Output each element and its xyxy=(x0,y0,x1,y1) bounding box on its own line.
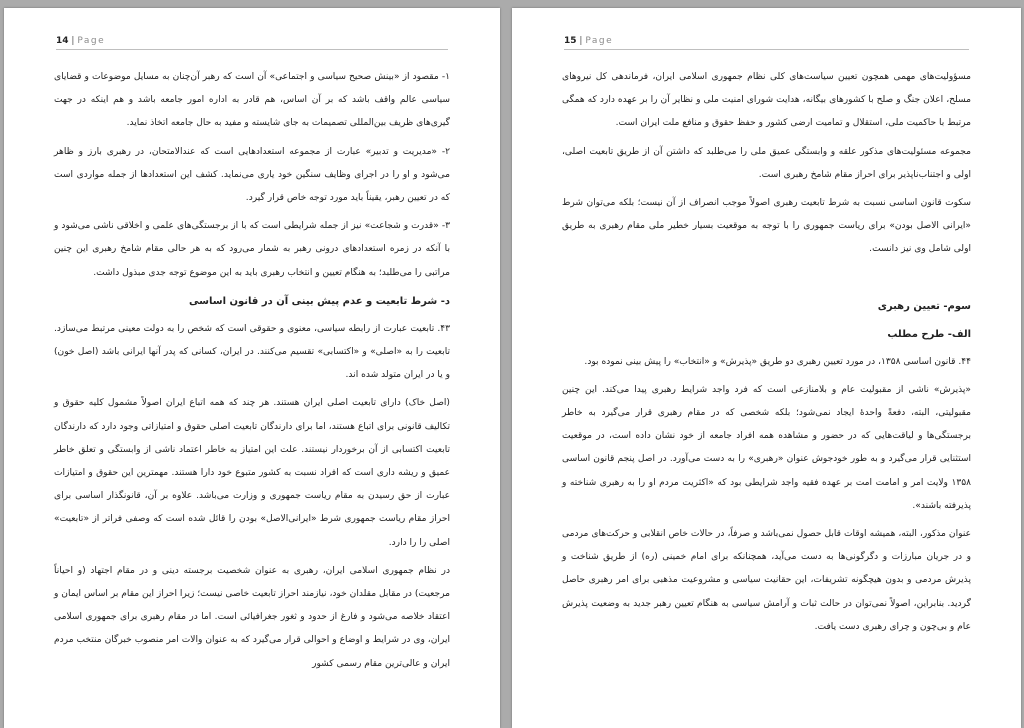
spacer xyxy=(562,267,971,293)
paragraph: ۴۴. قانون اساسی ۱۳۵۸، در مورد تعیین رهبری دو طریق «پذیرش» و «انتخاب» را پیش بینی نموده بود. xyxy=(584,356,971,367)
paragraph: سکوت قانون اساسی نسبت به شرط تابعیت رهبری اصولاً موجب انصراف از آن نیست؛ بلکه می‌توان شرط «ایرانی الاصل بودن» برای ریاست جمهوری را با توجه به موقعیت بسیار خطیر ملی مقام رهبری به طریق اولی شامل وی نیز دانست. xyxy=(562,198,971,255)
page-body xyxy=(54,66,450,681)
page-number: 15 xyxy=(564,36,577,46)
paragraph: مسؤولیت‌های مهمی همچون تعیین سیاست‌های کلی نظام جمهوری اسلامی ایران، فرماندهی کل نیروهای مسلح، اعلان جنگ و صلح با کشورهای بیگانه، هدایت شورای امنیت ملی و نظایر آن را بر عهده دارد که همگی مرتبط با حاکمیت ملی، استقلال و تمامیت ارضی کشور و حفظ حقوق و منافع ملت ایران است. xyxy=(562,72,971,129)
left-page xyxy=(4,8,500,728)
paragraph: (اصل خاک) دارای تابعیت اصلی ایران هستند. هر چند که همه اتباع ایران اصولاً مشمول کلیه حقوق و تکالیف قانونی برای اتباع هستند، اما برای دارندگان تابعیت اصلی حقوق و امتیازاتی وجود دارد که دارندگان تابعیت اکتسابی از آن برخوردار نیستند. علت این امتیاز به خاطر اعتماد ناشی از وابستگی و تعلق خاطر عمیق و ریشه داری است که افراد نسبت به کشور متبوع خود دارا هستند. مهمترین این حقوق و امتیازات عبارت از حق رسیدن به مقام ریاست جمهوری و وزارت می‌باشد. علاوه بر آن، قانونگذار اساسی برای احراز مقام ریاست جمهوری شرط «ایرانی‌الاصل» بودن را قائل شده است که وصفی فراتر از «تابعیت» اصلی را را دارد. xyxy=(54,398,450,548)
section-heading: د- شرط تابعیت و عدم پیش بینی آن در قانون اساسی xyxy=(189,295,450,307)
section-heading: سوم- تعیین رهبری xyxy=(877,300,971,312)
page-number-separator: | xyxy=(71,36,75,46)
paragraph: ۲- «مدیریت و تدبیر» عبارت از مجموعه استعدادهایی است که عندالامتحان، در رهبری بارز و ظاهر می‌شود و او را در اجرای وظایف سنگین خود یاری می‌نماید. کشف این استعدادها از جمله مواردی است که در تعیین رهبر، یقیناً باید مورد توجه خاص قرار گیرد. xyxy=(54,146,450,204)
page-label: Page xyxy=(77,36,106,46)
page-number-header xyxy=(56,36,448,50)
right-page xyxy=(512,8,1021,728)
paragraph: «پذیرش» ناشی از مقبولیت عام و بلامنازعی است که فرد واجد شرایط رهبری پیدا می‌کند. این چنین مقبولیتی، البته، دفعةً واحدهٔ ایجاد نمی‌شود؛ بلکه شخصی که در مقام رهبری قرار می‌گیرد به خاطر برجستگی‌ها و لیاقت‌هایی که در حضور و مشاهده همه افراد جامعه از خود نشان داده است، در موقعیت استثنایی قرار می‌گیرد و به طور خودجوش عنوان «رهبری» را به دست می‌آورد. در اصل پنجم قانون اساسی ۱۳۵۸ ولایت امر و امامت امت بر عهده فقیه واجد شرایطی بود که «اکثریت مردم او را به رهبری شناخته و پذیرفته باشند». xyxy=(562,384,971,511)
page-label: Page xyxy=(585,36,614,46)
subsection-heading: الف- طرح مطلب xyxy=(887,328,971,340)
paragraph: در نظام جمهوری اسلامی ایران، رهبری به عنوان شخصیت برجسته دینی و در مقام اجتهاد (و احیاناً مرجعیت) در مقابل مقلدان خود، نیازمند احراز تابعیت خاصی نیست؛ زیرا احراز این مقام بر اساس ایمان و اعتقاد خلاصه می‌شود و فارغ از حدود و ثغور جغرافیائی است. اما در مقام رهبری برای جمهوری اسلامی ایران، وی در شرایط و اوضاع و احوالی قرار می‌گیرد که به عنوان والات امر منصوب خبرگان منتخب مردم ایران و عالی‌ترین مقام رسمی کشور xyxy=(54,565,450,669)
paragraph: مجموعه مسئولیت‌های مذکور علقه و وابستگی عمیق ملی را می‌طلبد که داشتن آن از طریق تابعیت اصلی، اولی و اجتناب‌ناپذیر برای احراز مقام شامخ رهبری است. xyxy=(562,146,971,180)
paragraph: ۳- «قدرت و شجاعت» نیز از جمله شرایطی است که با از برجستگی‌های علمی و اخلاقی ناشی می‌شود و با آنکه در زمره استعدادهای درونی رهبر به شمار می‌رود که به هر حالی مقام شامخ رهبری این چنین مراتبی را می‌طلبد؛ به هنگام تعیین و انتخاب رهبری باید به این موضوع توجه جدی مبذول داشت. xyxy=(54,221,450,278)
paragraph: ۴۳. تابعیت عبارت از رابطه سیاسی، معنوی و حقوقی است که شخص را به دولت معینی مرتبط می‌سازد. تابعیت را به «اصلی» و «اکتسابی» تقسیم می‌کنند. در ایران، کسانی که پدر آنها ایرانی باشد (اصل خون) و یا در ایران متولد شده اند. xyxy=(54,323,450,381)
page-number-separator: | xyxy=(579,36,583,46)
paragraph: ۱- مقصود از «بینش صحیح سیاسی و اجتماعی» آن است که رهبر آن‌چنان به مسایل موضوعات و قضایای سیاسی عالم واقف باشد که بر آن اساس، هم قادر به اداره امور جامعه باشد و هم اینکه در جهت گیری‌های ظریف بین‌المللی تصمیمات به جای شایسته و مفید به حال جامعه اتخاذ نماید. xyxy=(54,72,450,129)
page-number-header xyxy=(564,36,969,50)
page-body xyxy=(562,66,971,644)
paragraph: عنوان مذکور، البته، همیشه اوقات قابل حصول نمی‌باشد و صرفاً، در حالات خاص انقلابی و حرکت‌های مردمی و در جریان مبارزات و دگرگونی‌ها به دست می‌آید، همچنانکه برای امام خمینی (ره) از طریق شناخت و پذیرش مردمی و بدون هیچگونه تشریفات، این حقانیت سیاسی و مشروعیت مذهبی برای امر رهبری حاصل گردید. بنابراین، اصولاً نمی‌توان در حالت ثبات و آرامش سیاسی به هنگام تعیین رهبر جدید به وضعیت پذیرش عام و بی‌چون و چرای رهبری دست یافت. xyxy=(562,529,971,632)
page-number: 14 xyxy=(56,36,69,46)
